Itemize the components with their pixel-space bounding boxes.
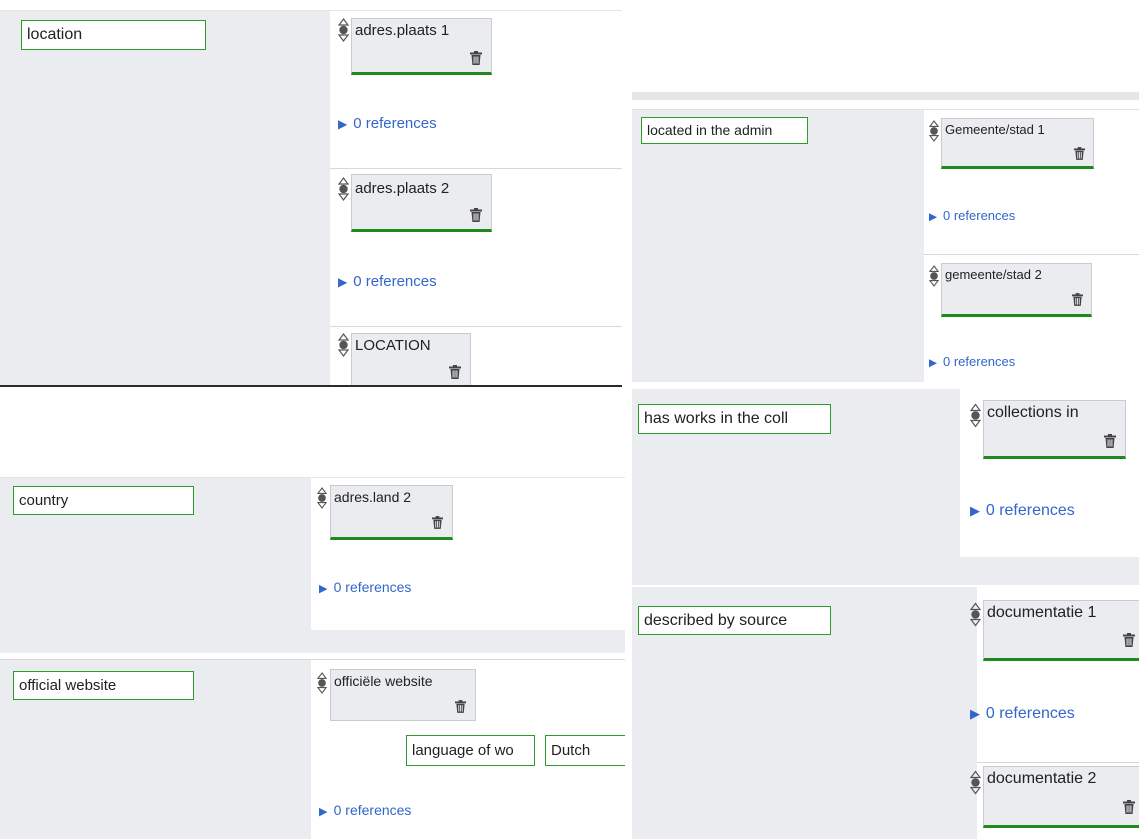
- collections-described-section: [632, 389, 1139, 839]
- rank-selector-icon[interactable]: [317, 487, 327, 509]
- value-text: adres.plaats 2: [355, 180, 450, 197]
- references-toggle[interactable]: ▶ 0 references: [338, 273, 437, 290]
- value-text: adres.plaats 1: [355, 22, 450, 39]
- value-box[interactable]: [941, 263, 1092, 317]
- property-column: [632, 110, 924, 382]
- references-toggle[interactable]: ▶ 0 references: [319, 802, 412, 818]
- property-label-country[interactable]: country: [13, 486, 194, 515]
- rank-selector-icon[interactable]: [970, 602, 981, 627]
- expand-triangle-icon: ▶: [929, 212, 937, 223]
- value-box[interactable]: [983, 600, 1139, 661]
- trash-icon[interactable]: [449, 365, 461, 379]
- value-text: documentatie 2: [987, 770, 1097, 787]
- trash-icon[interactable]: [470, 51, 482, 65]
- trash-icon[interactable]: [470, 208, 482, 222]
- trash-icon[interactable]: [455, 700, 466, 713]
- property-label-described-by-source[interactable]: described by source: [638, 606, 831, 635]
- trash-icon[interactable]: [1104, 434, 1116, 448]
- location-statement-group: [0, 0, 622, 386]
- expand-triangle-icon: ▶: [338, 275, 348, 289]
- expand-triangle-icon: ▶: [929, 358, 937, 369]
- country-website-section: [0, 390, 625, 839]
- trash-icon[interactable]: [1072, 293, 1083, 306]
- references-toggle[interactable]: ▶ 0 references: [929, 354, 1016, 369]
- property-label-location[interactable]: location: [21, 20, 206, 50]
- property-column: [0, 10, 330, 386]
- expand-triangle-icon: ▶: [319, 806, 328, 818]
- value-box[interactable]: [983, 766, 1139, 828]
- value-box[interactable]: [941, 118, 1094, 169]
- expand-triangle-icon: ▶: [970, 503, 980, 518]
- value-text: adres.land 2: [334, 489, 412, 505]
- rank-selector-icon[interactable]: [929, 120, 939, 142]
- expand-triangle-icon: ▶: [319, 583, 328, 595]
- references-toggle[interactable]: ▶ 0 references: [970, 705, 1075, 722]
- rank-selector-icon[interactable]: [929, 265, 939, 287]
- screenshot-divider: [0, 385, 622, 387]
- rank-selector-icon[interactable]: [970, 403, 981, 428]
- rank-selector-icon[interactable]: [970, 770, 981, 795]
- expand-triangle-icon: ▶: [970, 706, 980, 721]
- references-toggle[interactable]: ▶ 0 references: [929, 208, 1016, 223]
- value-text: documentatie 1: [987, 604, 1097, 621]
- property-label-has-works[interactable]: has works in the coll: [638, 404, 831, 434]
- trash-icon[interactable]: [1074, 147, 1085, 160]
- value-box[interactable]: [351, 18, 492, 75]
- rank-selector-icon[interactable]: [338, 333, 349, 357]
- value-text: gemeente/stad 2: [945, 267, 1042, 282]
- rank-selector-icon[interactable]: [338, 18, 349, 42]
- trash-icon[interactable]: [1123, 633, 1135, 647]
- value-box[interactable]: [351, 174, 492, 232]
- trash-icon[interactable]: [1123, 800, 1135, 814]
- located-in-statement-group: [632, 92, 1139, 382]
- expand-triangle-icon: ▶: [338, 117, 348, 131]
- property-label-located-in[interactable]: located in the admin: [641, 117, 808, 144]
- rank-selector-icon[interactable]: [317, 672, 327, 694]
- rank-selector-icon[interactable]: [338, 177, 349, 201]
- qualifier-property-language[interactable]: language of wo: [406, 735, 535, 766]
- value-box[interactable]: [983, 400, 1126, 459]
- qualifier-value-language[interactable]: Dutch: [545, 735, 625, 766]
- value-text: collections in: [987, 404, 1079, 421]
- value-text: LOCATION: [355, 337, 431, 354]
- references-toggle[interactable]: ▶ 0 references: [338, 115, 437, 132]
- references-toggle[interactable]: ▶ 0 references: [970, 502, 1075, 519]
- value-box[interactable]: [351, 333, 471, 386]
- value-text: Gemeente/stad 1: [945, 122, 1045, 137]
- value-box[interactable]: [330, 485, 453, 540]
- trash-icon[interactable]: [432, 516, 443, 529]
- value-text: officiële website: [334, 673, 433, 689]
- value-box[interactable]: [330, 669, 476, 721]
- references-toggle[interactable]: ▶ 0 references: [319, 579, 412, 595]
- property-label-official-website[interactable]: official website: [13, 671, 194, 700]
